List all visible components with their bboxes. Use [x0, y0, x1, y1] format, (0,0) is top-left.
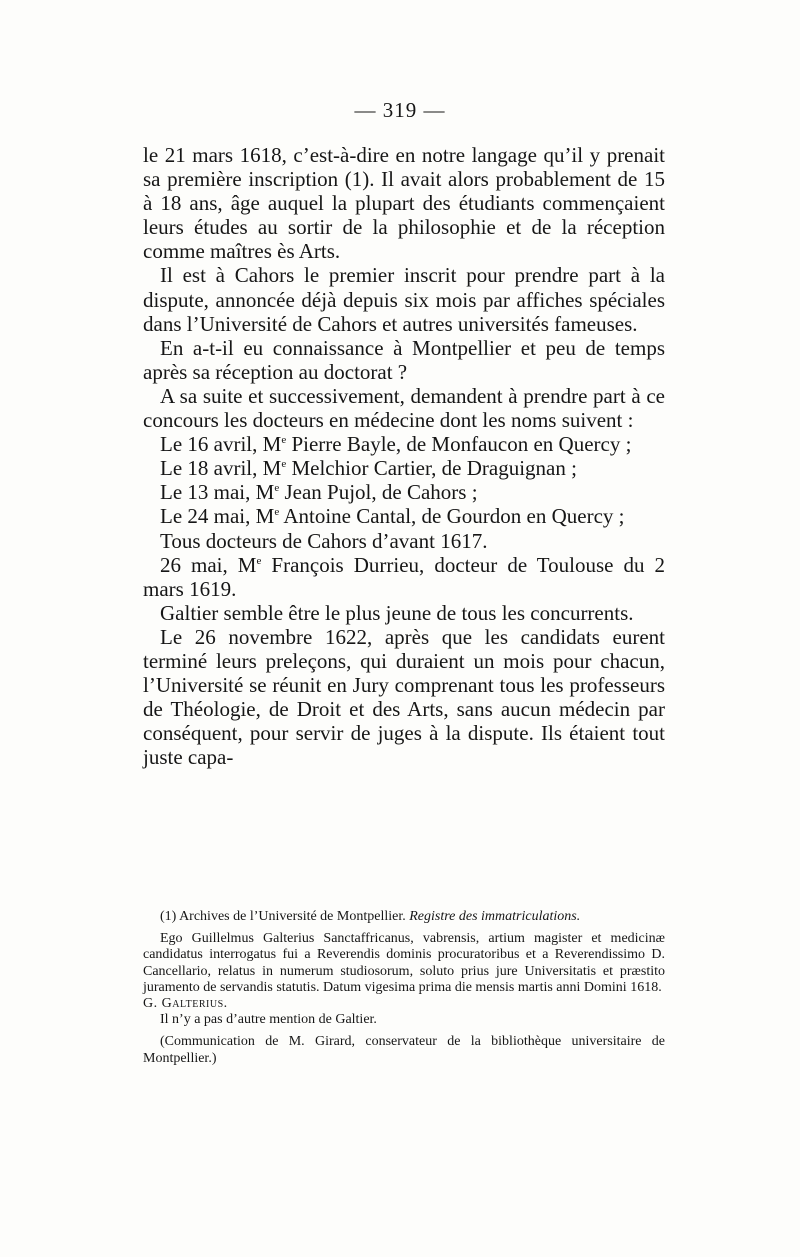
entry-name: Pierre Bayle, de Monfaucon en Quercy ;: [291, 432, 632, 457]
main-text: [143, 143, 665, 769]
entry-name: Jean Pujol, de Cahors ;: [284, 480, 478, 505]
footnote-register: Registre des immatriculations.: [409, 909, 581, 924]
page-number: — 319 —: [354, 98, 446, 122]
entry-name: François Durrieu, docteur de Toulouse du 2 mars 1619.: [143, 552, 666, 601]
footnote-marker: (1): [160, 909, 177, 924]
entry-title-superscript: e: [281, 458, 287, 471]
footnote-no-other-mention: Il n’y a pas d’autre mention de Galtier.: [160, 1012, 377, 1028]
candidate-entry-pujol: [143, 480, 665, 504]
entry-date: Le 13 mai,: [160, 480, 251, 505]
paragraph-continuation: le 21 mars 1618, c’est-à-dire en notre langage qu’il y prenait sa première inscription (1). Il avait alors probablement de 15 à 18 ans, âge auquel la plupart des étudiants commençaient leurs études au sortir de la philosophie et de la réception comme maîtres ès Arts.: [143, 143, 665, 264]
footnote-latin-entry: Ego Guillelmus Galterius Sanctaffricanus, vabrensis, artium magister et medicinæ candidatus interrogatus fui a Reverendis dominis procuratoribus et a Reverendissimo D. Cancellario, relatus in numerum studiosorum, soluto prius jure Universitatis et præstito juramento de servandis statutis. Datum vigesima prima die mensis martis anni Domini 1618.: [143, 931, 665, 995]
paragraph-cahors-doctors: Tous docteurs de Cahors d’avant 1617.: [160, 528, 488, 553]
footnote-source: [143, 909, 665, 925]
footnote-signature: [143, 996, 665, 1012]
footnote-communication: (Communication de M. Girard, conservateur de la bibliothèque universitaire de Montpellier.): [143, 1034, 665, 1066]
signature-text: G. Galterius.: [143, 996, 228, 1012]
candidate-entry-durrieu: [143, 553, 665, 601]
candidate-entry-cartier: [143, 456, 665, 480]
paragraph-cahors-dispute: Il est à Cahors le premier inscrit pour prendre part à la dispute, annoncée déjà depuis six mois par affiches spéciales dans l’Université de Cahors et autres universités fameuses.: [143, 263, 665, 336]
paragraph-question: En a-t-il eu connaissance à Montpellier et peu de temps après sa réception au doctorat ?: [143, 335, 665, 384]
entry-title: M: [262, 432, 282, 457]
paragraph-galtier-youngest: Galtier semble être le plus jeune de tous les concurrents.: [160, 600, 634, 625]
entry-date: Le 24 mai,: [160, 504, 251, 529]
paragraph-jury: Le 26 novembre 1622, après que les candidats eurent terminé leurs preleçons, qui duraient un mois pour chacun, l’Université se réunit en Jury comprenant tous les professeurs de Théologie, de Droit et des Arts, sans aucun médecin par conséquent, pour servir de juges à la dispute. Ils étaient tout juste capa-: [143, 624, 665, 770]
entry-title: M: [255, 480, 275, 505]
entry-title-superscript: e: [256, 554, 262, 567]
footnotes: [143, 909, 665, 1067]
entry-title-superscript: e: [274, 506, 280, 519]
footnote-archive: Archives de l’Université de Montpellier.: [179, 909, 406, 924]
candidate-entry-bayle: [143, 432, 665, 456]
entry-title-superscript: e: [281, 434, 287, 447]
entry-title-superscript: e: [274, 482, 280, 495]
entry-date: Le 18 avril,: [160, 456, 258, 481]
candidate-entry-cantal: [143, 504, 665, 528]
entry-date: 26 mai,: [160, 552, 228, 577]
entry-name: Melchior Cartier, de Draguignan ;: [291, 456, 577, 481]
entry-title: M: [237, 552, 257, 577]
entry-title: M: [262, 456, 282, 481]
entry-date: Le 16 avril,: [160, 432, 258, 457]
paragraph-candidates-intro: A sa suite et successivement, demandent à prendre part à ce concours les docteurs en médecine dont les noms suivent :: [143, 383, 665, 433]
entry-name: Antoine Cantal, de Gourdon en Quercy ;: [283, 504, 625, 529]
entry-title: M: [255, 504, 275, 529]
